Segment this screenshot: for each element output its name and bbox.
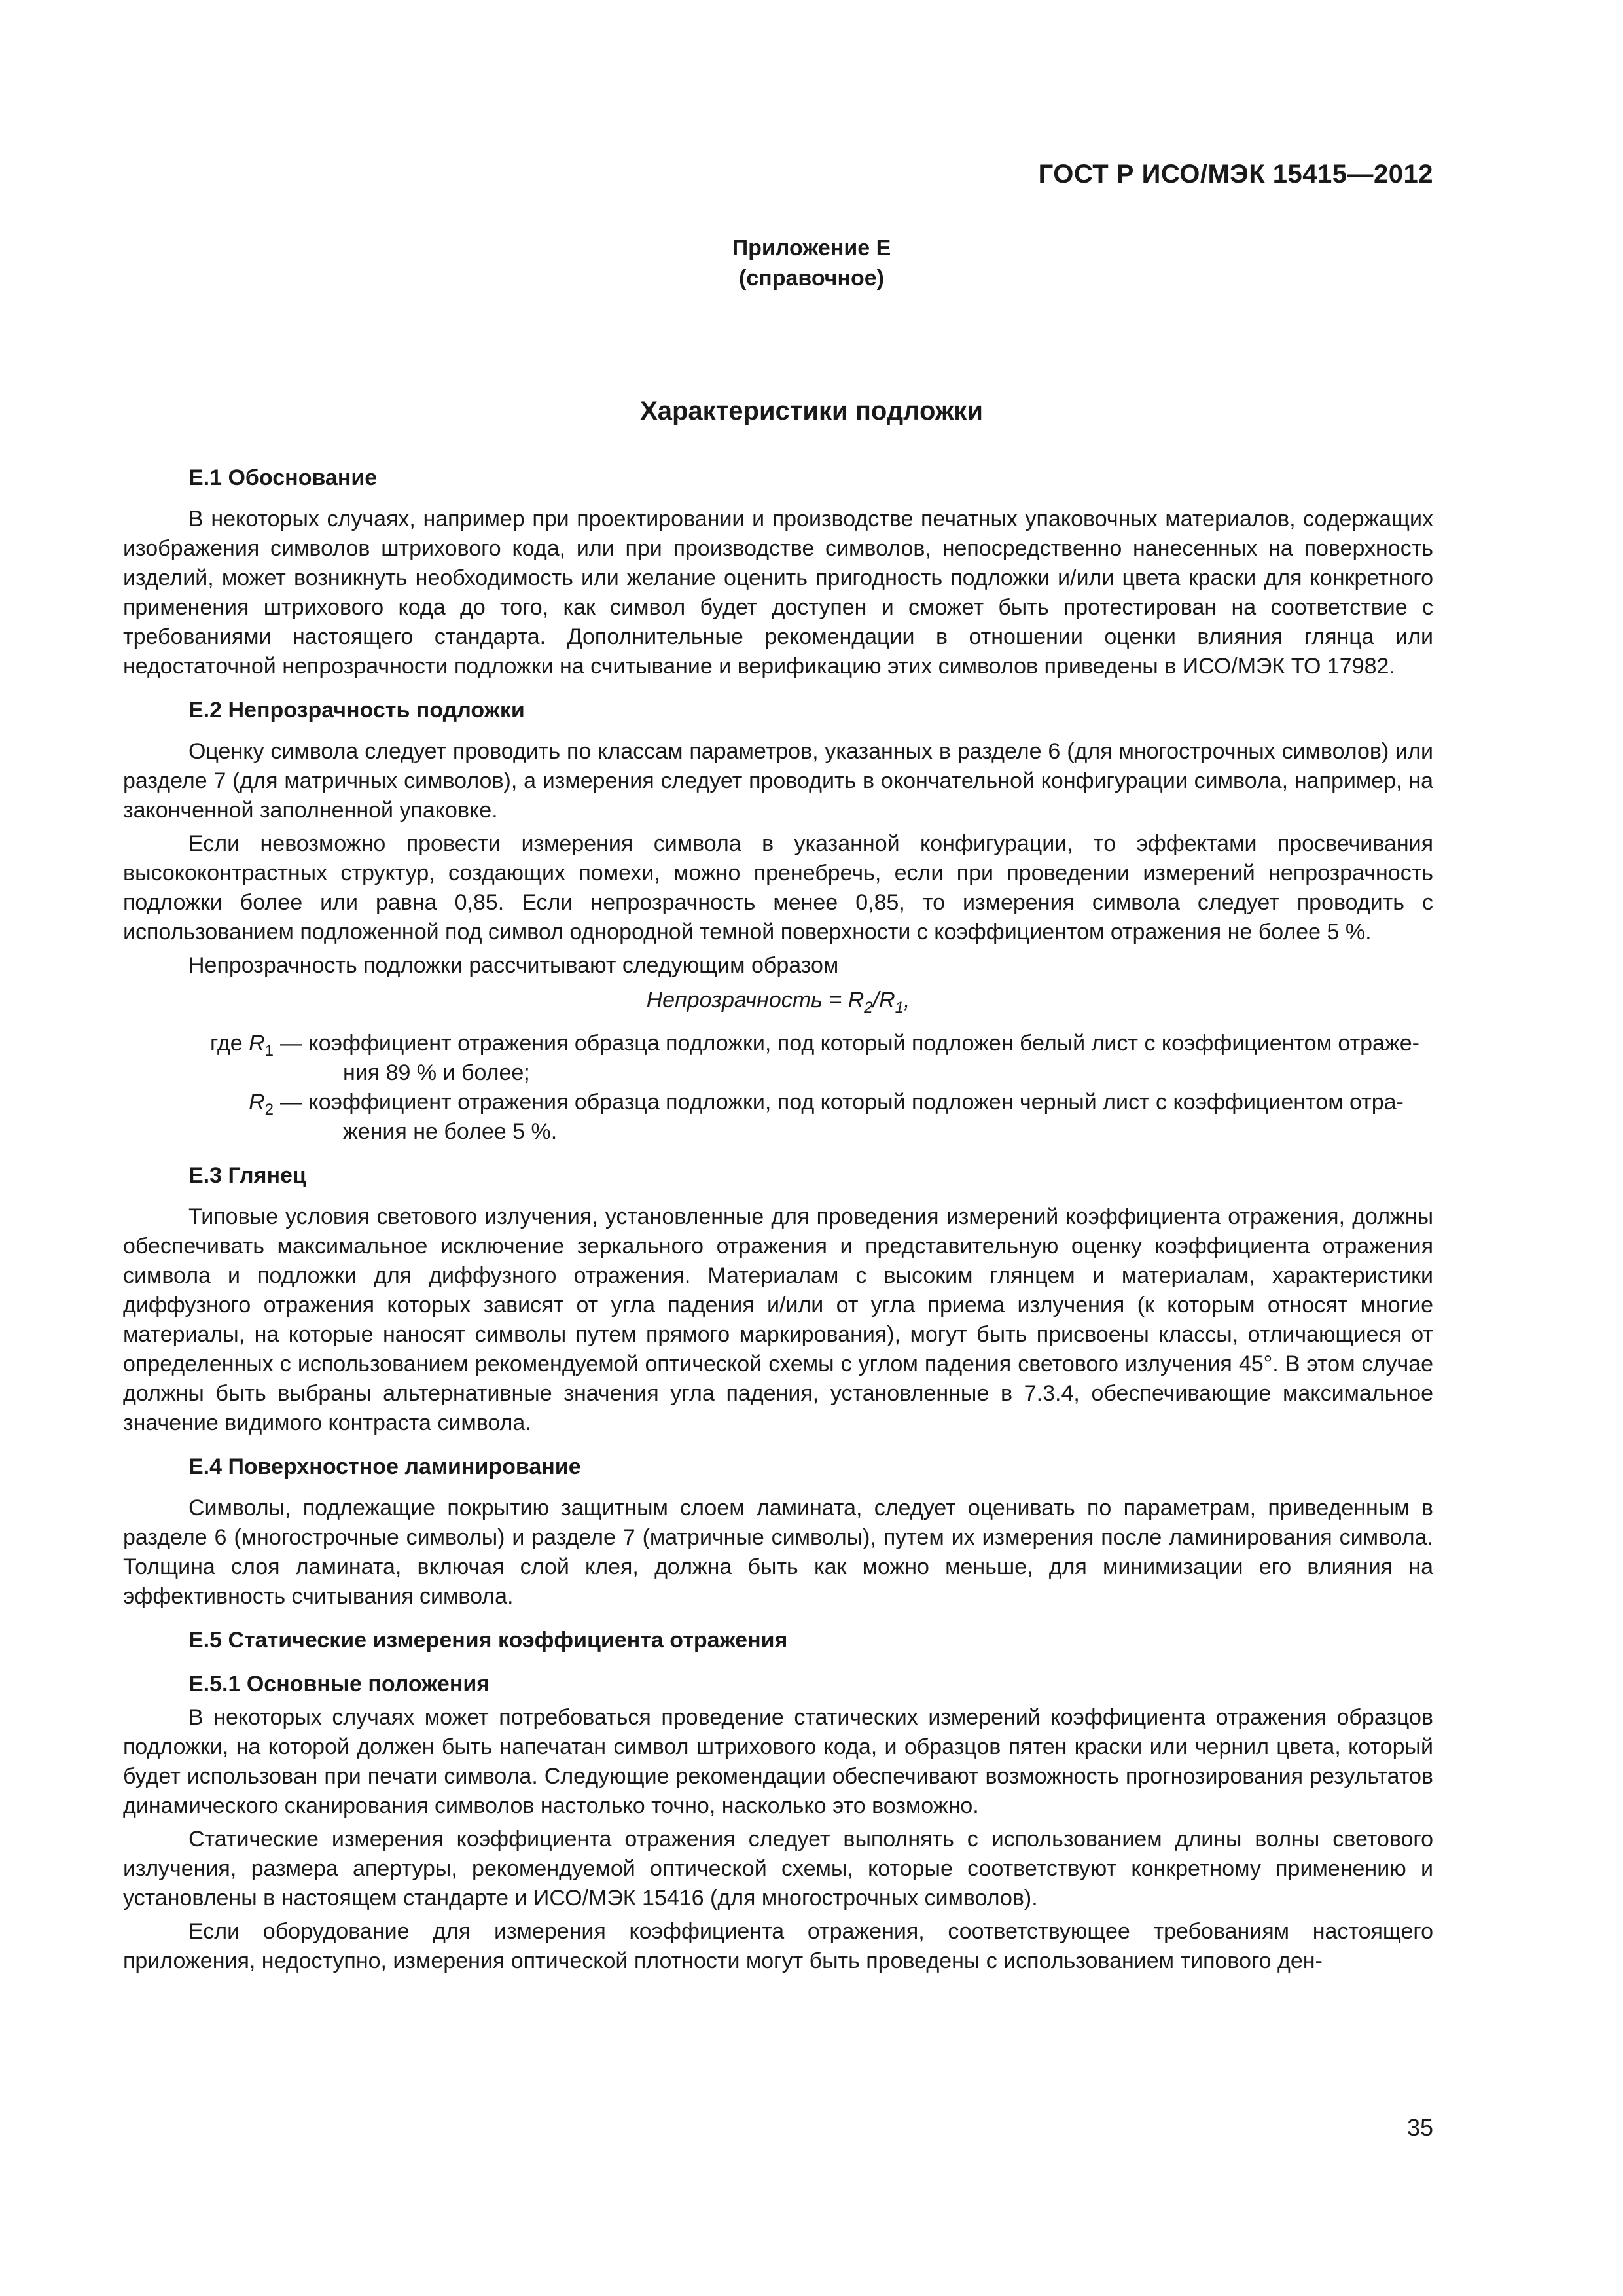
section-heading-e4: Е.4 Поверхностное ламинирование	[188, 1454, 581, 1479]
document-code: ГОСТ Р ИСО/МЭК 15415—2012	[1038, 160, 1433, 188]
page-title: Характеристики подложки	[640, 397, 983, 425]
formula-r2: R	[847, 988, 865, 1013]
definition-line: — коэффициент отражения образца подложки, под который подложен белый лист с коэффициентом отраже-	[280, 1030, 1419, 1056]
where-subscript: 1	[264, 1041, 274, 1060]
where-prefix: где	[210, 1030, 249, 1056]
section-heading-e3: Е.3 Глянец	[188, 1162, 306, 1188]
paragraph: Если невозможно провести измерения символа в указанной конфигурации, то эффектами просвечивания высококонтрастных структур, создающих помехи, можно пренебречь, если при проведении измерений непрозрачность подложки более или равна 0,85. Если непрозрачность менее 0,85, то измерения символа следует проводить с использованием подложенной под символ однородной темной поверхности с коэффициентом отражения не более 5 %.	[123, 831, 1433, 944]
paragraph: В некоторых случаях, например при проектировании и производстве печатных упаковочных материалов, содержащих изображения символов штрихового кода, или при производстве символов, непосредственно нанесенных на поверхность изделий, может возникнуть необходимость или желание оценить пригодность подложки и/или цвета краски для конкретного применения штрихового кода до того, как символ будет доступен и сможет быть протестирован на соответствие с требованиями настоящего стандарта. Дополнительные рекомендации в отношении оценки влияния глянца или недостаточной непрозрачности подложки на считывание и верификацию этих символов приведены в ИСО/МЭК ТО 17982.	[123, 507, 1433, 679]
paragraph: Символы, подлежащие покрытию защитным слоем ламината, следует оценивать по параметрам, приведенным в разделе 6 (многострочные символы) и разделе 7 (матричные символы), путем их измерения после ламинирования символа. Толщина слоя ламината, включая слой клея, должна быть как можно меньше, для минимизации его влияния на эффективность считывания символа.	[123, 1495, 1433, 1609]
appendix-title: Приложение Е	[732, 236, 891, 260]
where-symbol: R	[249, 1030, 265, 1056]
section-heading-e2: Е.2 Непрозрачность подложки	[188, 698, 525, 723]
definition-label	[123, 1088, 280, 1124]
definition-r2	[123, 1088, 1433, 1147]
document-body	[123, 463, 1433, 1980]
where-symbol: R	[249, 1089, 265, 1115]
paragraph: Типовые условия светового излучения, установленные для проведения измерений коэффициента отражения, должны обеспечивать максимальное исключение зеркального отражения и представительную оценку коэффициента отражения символа и подложки для диффузного отражения. Материалам с высоким глянцем и материалам, характеристики диффузного отражения которых зависят от угла падения и/или от угла приема излучения (к которым относят многие материалы, на которые наносят символы путем прямого маркирования), могут быть присвоены классы, отличающиеся от определенных с использованием рекомендуемой оптической схемы с углом падения светового излучения 45°. В этом случае должны быть выбраны альтернативные значения угла падения, установленные в 7.3.4, обеспечивающие максимальное значение видимого контраста символа.	[123, 1204, 1433, 1435]
subsection-heading-e51: Е.5.1 Основные положения	[188, 1671, 490, 1696]
definition-r1	[123, 1029, 1433, 1088]
definition-line: жения не более 5 %.	[343, 1119, 558, 1144]
paragraph: В некоторых случаях может потребоваться проведение статических измерений коэффициента отражения образцов подложки, на которой должен быть напечатан символ штрихового кода, и образцов пятен краски или чернил цвета, который будет использован при печати символа. Следующие рекомендации обеспечивают возможность прогнозирования результатов динамического сканирования символов настолько точно, насколько это возможно.	[123, 1704, 1433, 1818]
paragraph: Оценку символа следует проводить по классам параметров, указанных в разделе 6 (для многострочных символов) или разделе 7 (для матричных символов), а измерения следует проводить в окончательной конфигурации символа, например, на законченной заполненной упаковке.	[123, 739, 1433, 823]
section-heading-e5: Е.5 Статические измерения коэффициента отражения	[188, 1627, 788, 1653]
definition-line: ния 89 % и более;	[343, 1060, 530, 1085]
appendix-label	[0, 233, 1623, 293]
formula-r1: R	[879, 988, 895, 1013]
definition-label	[123, 1029, 280, 1066]
formula-text: Непрозрачность =	[646, 988, 848, 1013]
definition-text	[280, 1088, 1433, 1147]
paragraph: Если оборудование для измерения коэффициента отражения, соответствующее требованиям настоящего приложения, недоступно, измерения оптической плотности могут быть проведены с использованием типового ден-	[123, 1918, 1433, 1973]
appendix-type: (справочное)	[738, 266, 885, 291]
section-heading-e1: Е.1 Обоснование	[188, 465, 378, 490]
formula-tail: ,	[903, 988, 910, 1013]
formula-sub1: 1	[895, 998, 904, 1016]
definition-text	[280, 1029, 1433, 1088]
paragraph: Непрозрачность подложки рассчитывают следующим образом	[188, 953, 839, 978]
definition-line: — коэффициент отражения образца подложки, под который подложен черный лист с коэффициентом отра-	[280, 1089, 1404, 1115]
page-number: 35	[1406, 2114, 1433, 2141]
opacity-formula	[123, 986, 1433, 1022]
formula-slash: /	[872, 988, 880, 1013]
where-subscript: 2	[264, 1100, 274, 1119]
paragraph: Статические измерения коэффициента отражения следует выполнять с использованием длины волны светового излучения, размера апертуры, рекомендуемой оптической схемы, которые соответствуют конкретному применению и установлены в настоящем стандарте и ИСО/МЭК 15416 (для многострочных символов).	[123, 1826, 1433, 1910]
formula-sub2: 2	[864, 998, 873, 1016]
